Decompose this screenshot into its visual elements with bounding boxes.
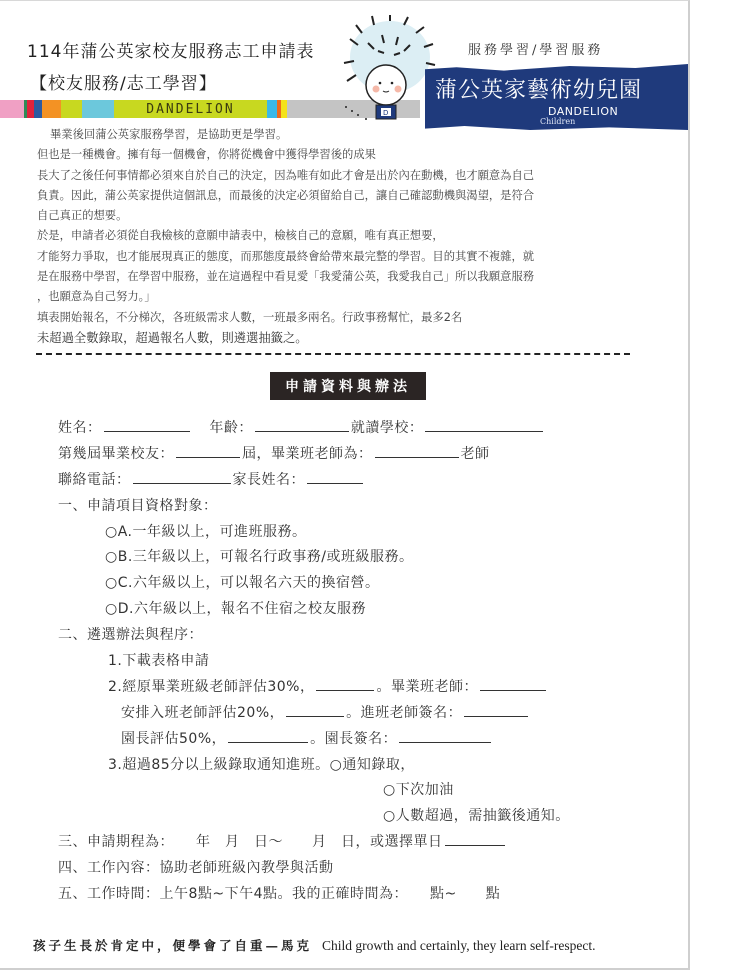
intro-line: ，也願意為自己努力。」 bbox=[37, 290, 156, 304]
step-2a bbox=[58, 675, 658, 701]
grad-teacher-sign-field[interactable] bbox=[480, 677, 546, 691]
intro-line: 自己真正的想要。 bbox=[37, 209, 128, 223]
intro-line: 畢業後回蒲公英家服務學習，是協助更是學習。 bbox=[50, 128, 288, 141]
grad-teacher-label: 屆，畢業班老師為： bbox=[242, 445, 373, 462]
form-row-contact bbox=[58, 468, 658, 494]
grad-class-label: 第幾屆畢業校友： bbox=[58, 445, 174, 462]
class-teacher-sign-label: 。進班老師簽名： bbox=[346, 704, 463, 721]
form-row-graduation bbox=[58, 442, 658, 468]
section-2-title: 二、遴選辦法與程序： bbox=[58, 627, 203, 644]
intro-line: 但也是一種機會。擁有每一個機會，你將從機會中獲得學習後的成果 bbox=[37, 148, 376, 162]
school-label: 就讀學校： bbox=[350, 420, 424, 436]
dashed-divider bbox=[36, 353, 630, 355]
grad-teacher-field[interactable] bbox=[375, 444, 459, 458]
step-2c-text: 園長評估50%， bbox=[121, 730, 227, 747]
intro-line: 填表開始報名，不分梯次，各班級需求人數，一班最多兩名。行政事務幫忙，最多2名 bbox=[37, 310, 463, 324]
age-label: 年齡： bbox=[209, 420, 253, 436]
option-a-radio[interactable]: ○A.一年級以上，可進班服務。 bbox=[105, 523, 307, 540]
step-2b-text: 安排入班老師評估20%， bbox=[121, 704, 285, 721]
single-day-field[interactable] bbox=[445, 832, 505, 846]
result-admitted-radio[interactable]: ○通知錄取， bbox=[329, 756, 415, 773]
form-title: 114年蒲公英家校友服務志工申請表 bbox=[27, 42, 315, 62]
intro-line: 長大了之後任何事情都必須來自於自己的決定，因為唯有如此才會是出於內在動機，也才願意為自己 bbox=[37, 168, 535, 182]
principal-sign-field[interactable] bbox=[399, 729, 491, 743]
option-c-radio[interactable]: ○C.六年級以上，可以報名六天的換宿營。 bbox=[105, 575, 380, 592]
step-1: 1.下載表格申請 bbox=[108, 653, 210, 670]
school-field[interactable] bbox=[425, 418, 543, 432]
section-4-duties: 四、工作內容：協助老師班級內教學與活動 bbox=[58, 860, 334, 877]
grad-class-field[interactable] bbox=[176, 444, 240, 458]
class-teacher-eval-field[interactable] bbox=[286, 703, 344, 717]
section-1-title: 一、申請項目資格對象： bbox=[58, 497, 218, 514]
step-2b bbox=[58, 701, 658, 727]
result-lottery-radio[interactable]: ○人數超過，需抽籤後通知。 bbox=[383, 808, 570, 825]
step-3-text: 3.超過85分以上級錄取通知進班。 bbox=[108, 756, 330, 773]
grad-teacher-sign-label: 。畢業班老師： bbox=[376, 678, 478, 695]
result-next-time-radio[interactable]: ○下次加油 bbox=[383, 782, 454, 799]
parent-field[interactable] bbox=[307, 470, 363, 484]
intro-line: 才能努力爭取，也才能展現真正的態度，而那態度最終會給帶來最完整的學習。目的其實不複雜，就 bbox=[37, 249, 535, 263]
name-field[interactable] bbox=[104, 418, 190, 432]
form-row-basic-info bbox=[58, 416, 658, 442]
option-b-radio[interactable]: ○B.三年級以上，可報名行政事務/或班級服務。 bbox=[105, 549, 414, 566]
section-3-schedule bbox=[58, 830, 658, 856]
intro-line: 是在服務中學習，在學習中服務，並在這過程中看見愛「我愛蒲公英，我愛我自己」所以我願意服務 bbox=[37, 270, 535, 284]
principal-sign-label: 。園長簽名： bbox=[310, 730, 398, 747]
intro-paragraph bbox=[37, 125, 637, 348]
age-field[interactable] bbox=[255, 418, 349, 432]
parent-label: 家長姓名： bbox=[232, 471, 305, 488]
step-2a-text: 2.經原畢業班級老師評估30%， bbox=[108, 678, 315, 695]
school-name: 蒲公英家藝術幼兒園 bbox=[435, 78, 643, 103]
section-5-hours: 五、工作時間：上午8點~下午4點。我的正確時間為： 點~ 點 bbox=[58, 886, 501, 903]
name-label: 姓名： bbox=[58, 420, 102, 436]
schedule-text: 三、申請期程為： 年 月 日～ 月 日，或選擇單日 bbox=[58, 834, 443, 851]
application-form bbox=[58, 416, 658, 908]
service-learning-tagline: 服務學習/學習服務 bbox=[468, 43, 604, 58]
quote-en: Child growth and certainly, they learn self-respect. bbox=[322, 938, 596, 953]
dandelion-stripe-text: DANDELION bbox=[114, 100, 267, 118]
school-name-en-sub: Children bbox=[540, 117, 576, 126]
section-heading: 申請資料與辦法 bbox=[270, 372, 426, 400]
principal-eval-field[interactable] bbox=[228, 729, 308, 743]
phone-label: 聯絡電話： bbox=[58, 471, 131, 488]
quote-zh: 孩子生長於肯定中，便學會了自重—馬克 bbox=[33, 938, 313, 953]
form-subtitle: 【校友服務/志工學習】 bbox=[30, 74, 217, 94]
step-2c bbox=[58, 727, 658, 753]
class-teacher-sign-field[interactable] bbox=[464, 703, 528, 717]
intro-line: 於是，申請者必須從自我檢核的意願申請表中，檢核自己的意願，唯有真正想要， bbox=[37, 229, 444, 243]
teacher-suffix: 老師 bbox=[460, 445, 490, 462]
intro-line: 負責。因此，蒲公英家提供這個訊息，而最後的決定必須留給自己，讓自己確認動機與渴望，是符合 bbox=[37, 188, 535, 202]
school-name-en: DANDELION bbox=[548, 105, 619, 118]
grad-teacher-eval-field[interactable] bbox=[316, 677, 374, 691]
option-d-radio[interactable]: ○D.六年級以上，報名不住宿之校友服務 bbox=[105, 601, 366, 618]
intro-line: 未超過全數錄取，超過報名人數，則遴選抽籤之。 bbox=[37, 330, 308, 345]
footer-quote bbox=[33, 936, 596, 954]
dandelion-mascot-icon bbox=[338, 15, 438, 125]
phone-field[interactable] bbox=[133, 470, 231, 484]
step-3 bbox=[58, 753, 658, 779]
svg-text:D: D bbox=[383, 109, 389, 117]
